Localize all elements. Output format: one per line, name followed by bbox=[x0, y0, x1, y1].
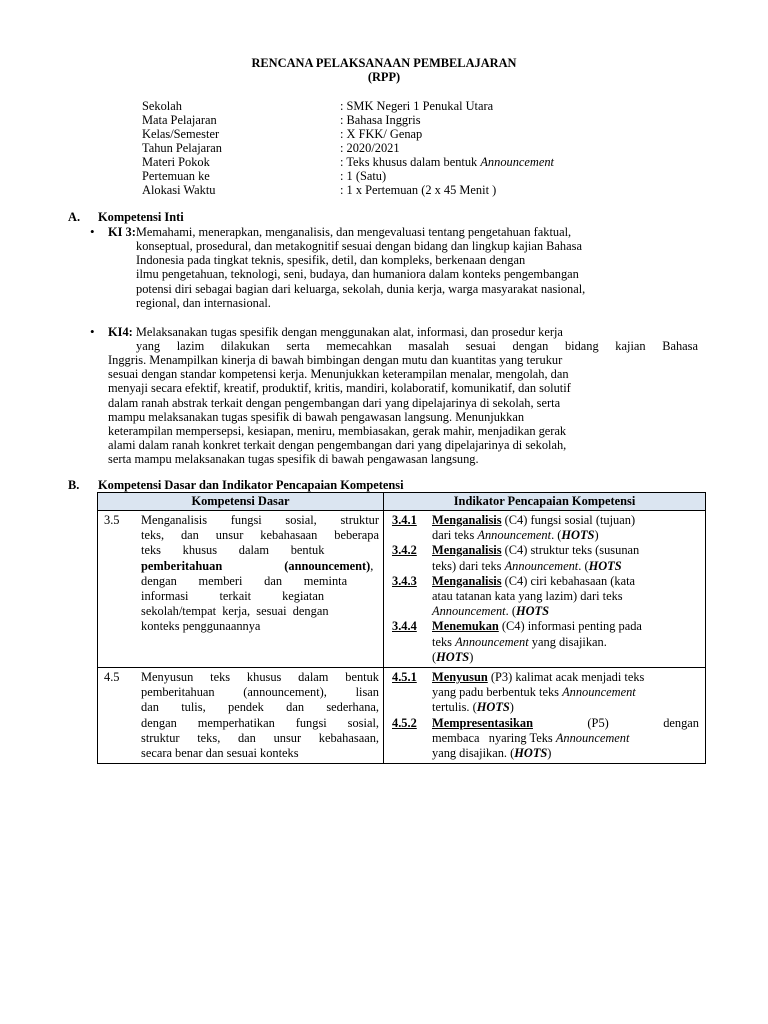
section-a-heading bbox=[68, 210, 184, 224]
meta-value: : X FKK/ Genap bbox=[340, 127, 423, 141]
document-title: RENCANA PELAKSANAAN PEMBELAJARAN bbox=[251, 56, 517, 70]
kd-line: sekolah/tempat kerja, sesuai dengan bbox=[141, 604, 329, 619]
meta-value bbox=[340, 155, 554, 169]
ki4-line: Inggris. Menampilkan kinerja di bawah bimbingan dengan mutu dan kuantitas yang terukur bbox=[108, 353, 563, 367]
ki3-paragraph bbox=[108, 225, 698, 240]
indicator-verb: Menemukan bbox=[432, 619, 499, 634]
indicator-hots: HOTS bbox=[514, 746, 548, 761]
ki3-line: Indonesia pada tingkat teknis, spesifik, detil, dan kompleks, berkenaan dengan bbox=[136, 253, 526, 268]
kd-line: dengan memperhatikan fungsi sosial, bbox=[141, 715, 379, 730]
indicator-part: teks bbox=[432, 634, 456, 649]
indicator-part: ) bbox=[509, 700, 514, 715]
indicator-part: atau tatanan kata yang lazim) dari teks bbox=[432, 589, 623, 604]
competency-table bbox=[97, 492, 706, 764]
indicator-hots: HOTS bbox=[476, 700, 510, 715]
ki4-line bbox=[108, 325, 698, 339]
indicator-part: membaca nyaring Teks bbox=[432, 730, 556, 745]
ki3-body bbox=[136, 239, 698, 310]
section-letter: B. bbox=[68, 478, 80, 492]
kd-bold: (announcement) bbox=[284, 558, 371, 573]
indicator-verb: Mempresentasikan bbox=[432, 715, 533, 730]
kd-line bbox=[141, 559, 379, 574]
indicator-verb: Menganalisis bbox=[432, 573, 502, 588]
kd-line: Menyusun teks khusus dalam bentuk bbox=[141, 670, 379, 685]
ki4-line: mampu melaksanakan tugas spesifik di bawah pengawasan langsung. Menunjukkan bbox=[108, 409, 525, 424]
indicator-number: 4.5.1 bbox=[392, 670, 417, 685]
section-letter: A. bbox=[68, 210, 81, 224]
indicator-number: 3.4.2 bbox=[392, 543, 417, 558]
indicator-part: teks) dari teks bbox=[432, 558, 505, 573]
indicator-hots: HOTS bbox=[561, 528, 595, 543]
indicator-part: dari teks bbox=[432, 528, 478, 543]
indicator-part: . ( bbox=[505, 604, 516, 619]
ki4-paragraph bbox=[108, 325, 698, 339]
indicator-part: (C4) ciri kebahasaan (kata bbox=[501, 573, 636, 588]
ki4-line: alami dalam ranah konkret terkait dengan pengembangan dari yang dipelajarinya di sekolah, bbox=[108, 438, 567, 453]
indicator-part: . ( bbox=[578, 558, 589, 573]
indicator-text bbox=[432, 716, 699, 762]
meta-value: : 1 x Pertemuan (2 x 45 Menit ) bbox=[340, 183, 497, 197]
table-header-row bbox=[98, 493, 706, 511]
ki3-text: Memahami, menerapkan, menganalisis, dan mengevaluasi tentang pengetahuan faktual, bbox=[135, 225, 572, 239]
indicator-italic: Announcement bbox=[555, 730, 630, 745]
meta-label: Tahun Pelajaran bbox=[142, 141, 222, 155]
indicator-part: ) bbox=[469, 649, 474, 664]
kd-text bbox=[141, 670, 379, 761]
indicator-italic: Announcement bbox=[477, 528, 552, 543]
indicator-cell bbox=[384, 668, 706, 764]
indicator-cell bbox=[384, 511, 706, 668]
indicator-italic: Announcement bbox=[562, 685, 636, 700]
indicator-item bbox=[392, 670, 699, 716]
indicator-part: yang padu berbentuk teks bbox=[432, 685, 563, 700]
indicator-hots: HOTS bbox=[436, 649, 470, 664]
ki3-line: ilmu pengetahuan, teknologi, seni, budaya, dan humaniora dalam konteks pengembangan bbox=[136, 267, 579, 282]
ki4-text: Melaksanakan tugas spesifik dengan menggunakan alat, informasi, dan prosedur kerja bbox=[135, 325, 563, 339]
indicator-verb: Menganalisis bbox=[432, 513, 502, 527]
ki3-line: regional, dan internasional. bbox=[136, 295, 271, 310]
bullet-icon: • bbox=[90, 324, 95, 339]
section-title: Kompetensi Inti bbox=[98, 210, 184, 224]
section-title: Kompetensi Dasar dan Indikator Pencapaian Kompetensi bbox=[98, 478, 404, 492]
document-subtitle: (RPP) bbox=[367, 70, 401, 84]
indicator-item bbox=[392, 619, 699, 665]
meta-value-text: : Teks khusus dalam bentuk bbox=[340, 155, 481, 169]
indicator-italic: Announcement bbox=[455, 634, 529, 649]
kd-bold: pemberitahuan bbox=[141, 558, 223, 573]
ki4-line: sesuai dengan standar kompetensi kerja. Menunjukkan keterampilan menalar, mengolah, dan bbox=[108, 367, 569, 382]
indicator-text bbox=[432, 574, 699, 620]
ki3-line bbox=[108, 225, 698, 240]
ki3-label: KI 3: bbox=[108, 225, 136, 239]
indicator-part: dengan bbox=[663, 715, 699, 730]
kd-punct: , bbox=[370, 558, 374, 573]
indicator-part: ( bbox=[432, 649, 437, 664]
indicator-text bbox=[432, 513, 699, 543]
indicator-item bbox=[392, 543, 699, 573]
kd-line: Menganalisis fungsi sosial, struktur bbox=[141, 513, 379, 527]
ki4-line: yang lazim dilakukan serta memecahkan masalah sesuai dengan bidang kajian Bahasa bbox=[136, 339, 698, 353]
indicator-part: (C4) struktur teks (susunan bbox=[501, 543, 640, 558]
meta-label: Pertemuan ke bbox=[142, 169, 210, 183]
indicator-part: (C4) fungsi sosial (tujuan) bbox=[501, 513, 636, 527]
meta-label: Kelas/Semester bbox=[142, 127, 220, 141]
ki3-line: potensi diri sebagai bagian dari keluarga, sekolah, dunia kerja, warga masyarakat nasional, bbox=[136, 281, 586, 296]
meta-value: : Bahasa Inggris bbox=[340, 113, 421, 127]
ki4-body-rest bbox=[108, 353, 698, 467]
indicator-verb: Menganalisis bbox=[432, 543, 502, 558]
ki4-line: serta mampu melaksanakan tugas spesifik di bawah pengawasan langsung. bbox=[108, 452, 479, 467]
indicator-hots: HOTS bbox=[515, 604, 550, 619]
ki4-body bbox=[136, 339, 698, 353]
kd-line: teks, dan unsur kebahasaan beberapa bbox=[141, 528, 379, 543]
indicator-part: yang disajikan. bbox=[528, 634, 607, 649]
table-row bbox=[98, 511, 706, 668]
indicator-number: 3.4.1 bbox=[392, 513, 417, 527]
bullet-icon: • bbox=[90, 224, 95, 239]
indicator-italic: Announcement bbox=[504, 558, 579, 573]
indicator-part: ) bbox=[594, 528, 599, 543]
indicator-part: yang disajikan. ( bbox=[432, 746, 515, 761]
meta-label: Materi Pokok bbox=[142, 155, 210, 169]
indicator-item bbox=[392, 716, 699, 762]
indicator-number: 3.4.3 bbox=[392, 573, 417, 588]
indicator-part: ) bbox=[547, 746, 552, 761]
kd-cell bbox=[98, 668, 384, 764]
indicator-text bbox=[432, 619, 699, 665]
indicator-item bbox=[392, 513, 699, 543]
kd-line: informasi terkait kegiatan bbox=[141, 589, 325, 604]
ki3-line: konseptual, prosedural, dan metakognitif sesuai dengan bidang dan lingkup kajian Bahasa bbox=[136, 239, 582, 253]
ki4-line: keterampilan mempersepsi, kesiapan, meniru, membiasakan, gerak mahir, menjadikan gerak bbox=[108, 424, 567, 439]
kd-line: konteks penggunaannya bbox=[141, 619, 261, 634]
indicator-part: (C4) informasi penting pada bbox=[498, 619, 642, 634]
kd-line: secara benar dan sesuai konteks bbox=[141, 746, 299, 761]
meta-label: Sekolah bbox=[142, 99, 182, 113]
section-b-heading bbox=[68, 478, 404, 492]
indicator-part: (P5) bbox=[587, 715, 609, 730]
ki4-line: dalam ranah abstrak terkait dengan pengembangan dari yang dipelajarinya di sekolah, serta bbox=[108, 395, 561, 410]
table-header-cell: Kompetensi Dasar bbox=[98, 493, 384, 511]
indicator-italic: Announcement bbox=[432, 604, 506, 619]
kd-line: struktur teks, dan unsur kebahasaan, bbox=[141, 730, 379, 745]
indicator-number: 4.5.2 bbox=[392, 715, 417, 730]
indicator-text bbox=[432, 543, 699, 573]
indicator-part: tertulis. ( bbox=[432, 700, 477, 715]
meta-value: : SMK Negeri 1 Penukal Utara bbox=[340, 99, 494, 113]
table-row bbox=[98, 668, 706, 764]
indicator-hots: HOTS bbox=[588, 558, 622, 573]
meta-label: Alokasi Waktu bbox=[142, 183, 216, 197]
kd-line: dan tulis, pendek dan sederhana, bbox=[141, 700, 379, 715]
indicator-part: (P3) kalimat acak menjadi teks bbox=[487, 670, 645, 685]
kd-text bbox=[141, 513, 379, 647]
indicator-verb: Menyusun bbox=[432, 670, 488, 685]
ki4-label: KI4: bbox=[108, 325, 133, 339]
kd-number: 4.5 bbox=[104, 670, 120, 685]
kd-cell bbox=[98, 511, 384, 668]
meta-value: : 1 (Satu) bbox=[340, 169, 387, 183]
kd-line: dengan memberi dan meminta bbox=[141, 573, 348, 588]
indicator-item bbox=[392, 574, 699, 620]
kd-number: 3.5 bbox=[104, 513, 120, 527]
kd-line: teks khusus dalam bentuk bbox=[141, 543, 325, 558]
ki4-line: menyaji secara efektif, kreatif, produktif, kritis, mandiri, kolaboratif, komunikatif, dan solutif bbox=[108, 381, 571, 396]
table-header-cell: Indikator Pencapaian Kompetensi bbox=[384, 493, 706, 511]
meta-label: Mata Pelajaran bbox=[142, 113, 217, 127]
meta-value-italic: Announcement bbox=[480, 155, 554, 169]
indicator-number: 3.4.4 bbox=[392, 619, 417, 634]
indicator-text bbox=[432, 670, 699, 716]
indicator-part: . ( bbox=[551, 528, 562, 543]
meta-value: : 2020/2021 bbox=[340, 141, 400, 155]
kd-line: pemberitahuan (announcement), lisan bbox=[141, 685, 379, 700]
